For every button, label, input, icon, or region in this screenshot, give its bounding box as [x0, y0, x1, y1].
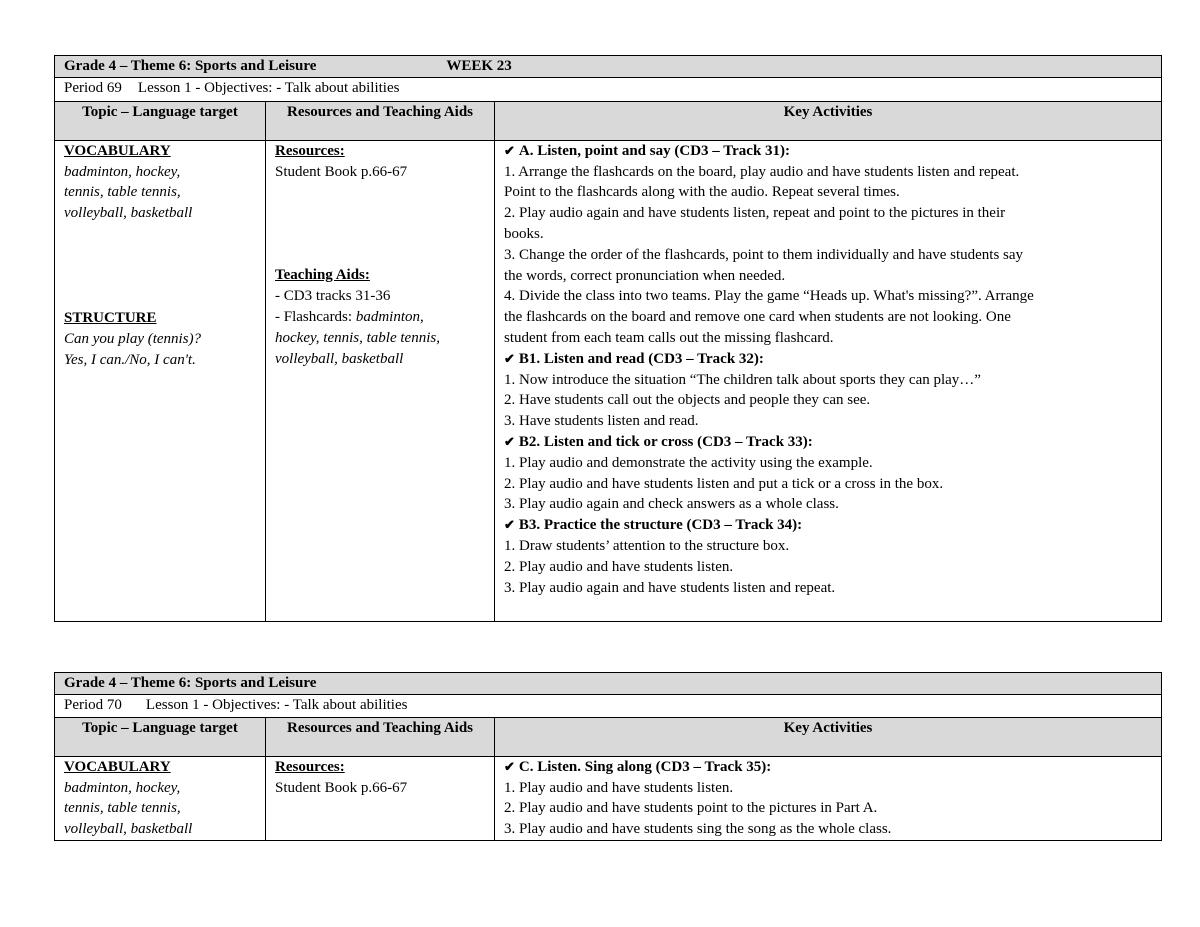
- activity-title: ✔ B3. Practice the structure (CD3 – Track 34):: [504, 517, 803, 534]
- teaching-aids-line: hockey, tennis, table tennis,: [275, 329, 440, 346]
- lesson-plan-period-69: [54, 55, 1162, 622]
- vocabulary-line: tennis, table tennis,: [64, 800, 181, 817]
- content-row: [55, 140, 1162, 621]
- vocabulary-line: volleyball, basketball: [64, 205, 193, 222]
- activity-line: 3. Have students listen and read.: [504, 413, 699, 430]
- header-row: [55, 101, 1162, 140]
- resources-text: Student Book p.66-67: [275, 163, 408, 180]
- resources-cell: [266, 756, 495, 840]
- header-activities: Key Activities: [495, 717, 1162, 756]
- header-activities: Key Activities: [495, 101, 1162, 140]
- activities-cell: [495, 140, 1162, 621]
- teaching-aids-line: - CD3 tracks 31-36: [275, 288, 391, 305]
- activity-line: 3. Play audio again and check answers as a whole class.: [504, 496, 839, 513]
- header-resources: Resources and Teaching Aids: [266, 101, 495, 140]
- checkmark-icon: ✔: [504, 433, 515, 449]
- activity-line: 1. Arrange the flashcards on the board, play audio and have students listen and repeat.: [504, 163, 1020, 180]
- vocabulary-label: VOCABULARY: [64, 758, 171, 775]
- activity-line: 2. Play audio and have students listen.: [504, 558, 734, 575]
- vocabulary-line: badminton, hockey,: [64, 163, 181, 180]
- activity-line: 2. Have students call out the objects and people they can see.: [504, 392, 871, 409]
- activity-line: 3. Play audio again and have students listen and repeat.: [504, 579, 836, 596]
- activity-line: 1. Draw students’ attention to the structure box.: [504, 537, 790, 554]
- vocabulary-line: tennis, table tennis,: [64, 184, 181, 201]
- objectives-text: Lesson 1 - Objectives: - Talk about abilities: [137, 79, 400, 96]
- activity-line: 2. Play audio and have students listen and put a tick or a cross in the box.: [504, 475, 944, 492]
- header-row: [55, 717, 1162, 756]
- checkmark-icon: ✔: [504, 758, 515, 774]
- activity-line: 3. Change the order of the flashcards, point to them individually and have students say: [504, 246, 1024, 263]
- checkmark-icon: ✔: [504, 350, 515, 366]
- activity-line: Point to the flashcards along with the audio. Repeat several times.: [504, 184, 900, 201]
- teaching-aids-label: Teaching Aids:: [275, 267, 370, 284]
- checkmark-icon: ✔: [504, 142, 515, 158]
- title-row: [55, 56, 1162, 78]
- lesson-plan-period-70: [54, 672, 1162, 841]
- checkmark-icon: ✔: [504, 517, 515, 533]
- plan-title: Grade 4 – Theme 6: Sports and Leisure: [64, 58, 317, 74]
- activity-line: 4. Divide the class into two teams. Play the game “Heads up. What's missing?”. Arrange: [504, 288, 1034, 305]
- topic-cell: [55, 140, 266, 621]
- activity-line: 3. Play audio and have students sing the song as the whole class.: [504, 821, 892, 838]
- week-label: WEEK 23: [446, 58, 512, 74]
- activity-line: books.: [504, 225, 544, 242]
- period-row: [55, 77, 1162, 101]
- period-row: [55, 694, 1162, 717]
- vocabulary-line: volleyball, basketball: [64, 821, 193, 838]
- teaching-aids-line: volleyball, basketball: [275, 350, 404, 367]
- vocabulary-line: badminton, hockey,: [64, 779, 181, 796]
- structure-line: Yes, I can./No, I can't.: [64, 351, 196, 368]
- teaching-aids-line: - Flashcards: badminton,: [275, 308, 424, 325]
- objectives-text: Lesson 1 - Objectives: - Talk about abilities: [145, 696, 408, 713]
- resources-label: Resources:: [275, 758, 345, 775]
- plan-title: Grade 4 – Theme 6: Sports and Leisure: [64, 675, 317, 691]
- activity-line: the flashcards on the board and remove one card when students are not looking. One: [504, 309, 1011, 326]
- activity-line: 2. Play audio and have students point to the pictures in Part A.: [504, 800, 878, 817]
- activity-title: ✔ C. Listen. Sing along (CD3 – Track 35):: [504, 758, 772, 775]
- header-resources: Resources and Teaching Aids: [266, 717, 495, 756]
- title-row: [55, 673, 1162, 695]
- resources-label: Resources:: [275, 142, 345, 159]
- content-row: [55, 756, 1162, 840]
- structure-line: Can you play (tennis)?: [64, 330, 202, 347]
- activity-title: ✔ A. Listen, point and say (CD3 – Track 31):: [504, 142, 791, 159]
- period-label: Period 70: [64, 696, 122, 713]
- activity-line: student from each team calls out the missing flashcard.: [504, 329, 834, 346]
- activity-line: 1. Play audio and demonstrate the activity using the example.: [504, 454, 873, 471]
- period-label: Period 69: [64, 79, 122, 96]
- activities-cell: [495, 756, 1162, 840]
- activity-title: ✔ B2. Listen and tick or cross (CD3 – Track 33):: [504, 433, 813, 450]
- activity-line: 2. Play audio again and have students listen, repeat and point to the pictures in their: [504, 205, 1006, 222]
- resources-cell: [266, 140, 495, 621]
- activity-line: the words, correct pronunciation when needed.: [504, 267, 786, 284]
- activity-line: 1. Play audio and have students listen.: [504, 779, 734, 796]
- activity-title: ✔ B1. Listen and read (CD3 – Track 32):: [504, 350, 764, 367]
- activity-line: 1. Now introduce the situation “The children talk about sports they can play…”: [504, 371, 981, 388]
- structure-label: STRUCTURE: [64, 309, 157, 326]
- vocabulary-label: VOCABULARY: [64, 142, 171, 159]
- header-topic: Topic – Language target: [55, 717, 266, 756]
- header-topic: Topic – Language target: [55, 101, 266, 140]
- topic-cell: [55, 756, 266, 840]
- resources-text: Student Book p.66-67: [275, 779, 408, 796]
